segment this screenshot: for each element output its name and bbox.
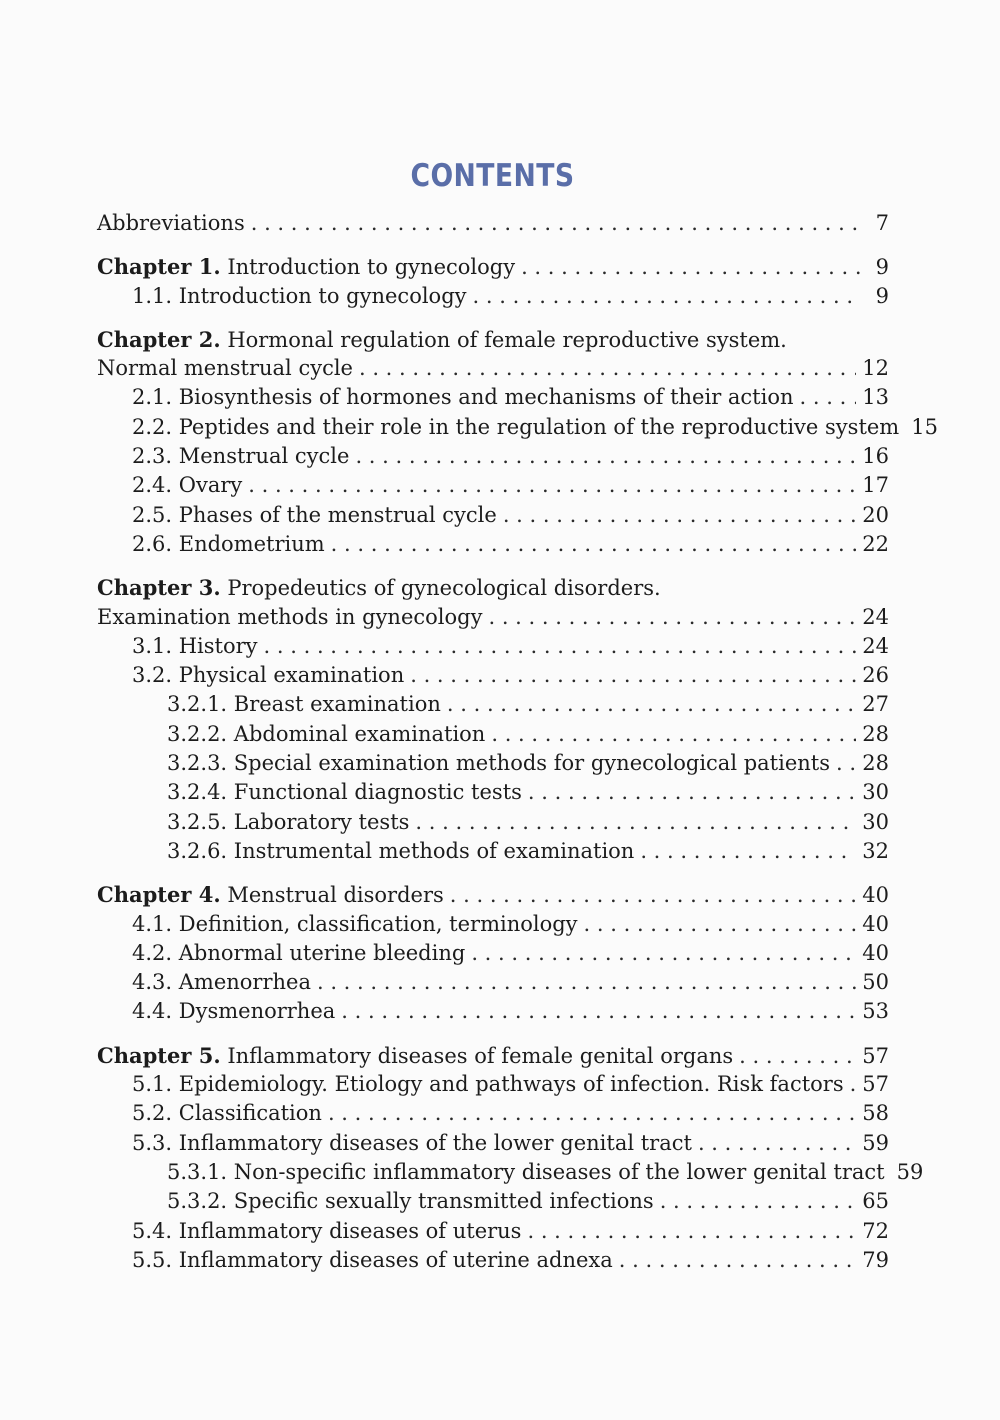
page-number: 57 (862, 1072, 889, 1097)
chapter-title: Introduction to gynecology (220, 255, 516, 280)
toc-entry-text: 5.3.2. Specific sexually transmitted infections (167, 1189, 654, 1214)
page-number: 72 (862, 1218, 889, 1243)
toc-entry[interactable] (97, 209, 889, 238)
toc-entry[interactable] (97, 1099, 889, 1128)
chapter-label: Chapter 3. (97, 575, 221, 601)
page-number: 53 (862, 999, 889, 1024)
toc-entry-text: Normal menstrual cycle (97, 356, 353, 381)
dot-leader (471, 939, 856, 968)
dot-leader (527, 1217, 856, 1246)
page-number: 58 (862, 1101, 889, 1126)
toc-entry-text: 5.3. Inflammatory diseases of the lower genital tract (132, 1130, 692, 1155)
chapter-title: Hormonal regulation of female reproductive system. (220, 327, 787, 352)
toc-entry[interactable] (97, 1158, 924, 1187)
toc-entry[interactable] (97, 910, 889, 939)
page-number: 28 (862, 721, 889, 746)
toc-entry-text: 5.2. Classification (132, 1101, 322, 1126)
toc-entry-text: 3.1. History (132, 633, 258, 658)
chapter-label: Chapter 1. (97, 254, 221, 280)
toc-entry-text: 2.1. Biosynthesis of hormones and mechanisms of their action (132, 385, 794, 410)
dot-leader (328, 1099, 856, 1128)
dot-leader (698, 1129, 856, 1158)
page-number: 40 (862, 940, 889, 965)
dot-leader (473, 282, 861, 311)
dot-leader (739, 1042, 856, 1071)
dot-leader (488, 603, 856, 632)
page-number: 40 (862, 883, 889, 908)
dot-leader (800, 383, 857, 412)
toc-entry-text: 3.2.4. Functional diagnostic tests (167, 780, 522, 805)
page-number: 30 (862, 780, 889, 805)
toc-entry[interactable] (97, 968, 889, 997)
dot-leader (450, 881, 857, 910)
dot-leader (341, 997, 856, 1026)
chapter-label: Chapter 4. (97, 882, 221, 908)
chapter-title: Propedeutics of gynecological disorders. (220, 576, 661, 601)
toc-entry-text: Examination methods in gynecology (97, 604, 483, 629)
toc-entry-text: 2.2. Peptides and their role in the regulation of the reproductive system (132, 414, 900, 439)
toc-entry[interactable] (97, 1246, 889, 1275)
toc-entry[interactable] (97, 837, 889, 866)
chapter-title: Inflammatory diseases of female genital organs (220, 1043, 734, 1068)
page-number: 20 (862, 502, 889, 527)
toc-entry-text: 3.2.3. Special examination methods for gynecological patients (167, 751, 831, 776)
toc-entry[interactable] (97, 749, 889, 778)
page-number: 28 (862, 751, 889, 776)
toc-entry[interactable] (97, 471, 889, 500)
toc-entry-text: 3.2.6. Instrumental methods of examination (167, 838, 635, 863)
dot-leader (264, 632, 857, 661)
dot-leader (584, 910, 857, 939)
toc-entry[interactable] (97, 354, 889, 383)
page-number: 12 (862, 356, 889, 381)
toc-entry-text: 2.6. Endometrium (132, 531, 325, 556)
chapter-title: Menstrual disorders (220, 883, 444, 908)
toc-chapter[interactable] (97, 880, 889, 909)
page-number: 13 (862, 385, 889, 410)
toc-entry[interactable] (97, 1217, 889, 1246)
page-number: 50 (862, 970, 889, 995)
toc-entry-text: 4.3. Amenorrhea (132, 970, 311, 995)
toc-entry-text: 2.3. Menstrual cycle (132, 444, 350, 469)
page-number: 79 (862, 1247, 889, 1272)
dot-leader (503, 501, 856, 530)
toc-entry[interactable] (97, 501, 889, 530)
toc-entry[interactable] (97, 720, 889, 749)
dot-leader (528, 778, 856, 807)
page-number: 16 (862, 444, 889, 469)
toc-entry-text: 3.2.2. Abdominal examination (167, 721, 486, 746)
toc-entry-text: 1.1. Introduction to gynecology (132, 283, 467, 308)
toc-entry-text: 5.5. Inflammatory diseases of uterine adnexa (132, 1247, 613, 1272)
page-title: CONTENTS (410, 158, 575, 194)
toc-chapter[interactable] (97, 573, 889, 602)
dot-leader (521, 253, 861, 282)
toc-entry-text (97, 325, 787, 355)
toc-entry-text: 5.3.1. Non-specific inflammatory diseases of the lower genital tract (167, 1159, 885, 1184)
page-number: 24 (862, 604, 889, 629)
toc-entry[interactable] (97, 997, 889, 1026)
page-number: 30 (862, 809, 889, 834)
toc-entry[interactable] (97, 808, 889, 837)
dot-leader (359, 354, 856, 383)
toc-entry[interactable] (97, 632, 889, 661)
page-number: 7 (875, 211, 889, 235)
toc-entry-text: 5.4. Inflammatory diseases of uterus (132, 1218, 522, 1243)
toc-entry[interactable] (97, 603, 889, 632)
table-of-contents (97, 209, 938, 1275)
toc-entry-text: 2.5. Phases of the menstrual cycle (132, 502, 497, 527)
toc-entry[interactable] (97, 1187, 889, 1216)
dot-leader (491, 720, 856, 749)
toc-entry-text: 3.2. Physical examination (132, 663, 405, 688)
toc-entry[interactable] (97, 530, 889, 559)
dot-leader (619, 1246, 856, 1275)
page-number: 57 (862, 1043, 889, 1068)
toc-entry-text (97, 880, 444, 910)
dot-leader (355, 442, 856, 471)
dot-leader (660, 1187, 857, 1216)
toc-entry[interactable] (97, 1070, 889, 1099)
toc-entry-text: 4.1. Definition, classification, terminology (132, 911, 578, 936)
dot-leader (317, 968, 856, 997)
dot-leader (248, 471, 856, 500)
toc-chapter[interactable] (97, 1041, 889, 1070)
toc-entry[interactable] (97, 778, 889, 807)
page-number: 9 (875, 255, 889, 280)
toc-entry-text: Abbreviations (97, 211, 245, 235)
toc-entry-text: 5.1. Epidemiology. Etiology and pathways of infection. Risk factors (132, 1072, 844, 1097)
dot-leader (251, 209, 861, 238)
page-number: 26 (862, 663, 889, 688)
toc-entry[interactable] (97, 442, 889, 471)
page-number: 65 (862, 1189, 889, 1214)
toc-chapter[interactable] (97, 325, 889, 354)
chapter-label: Chapter 2. (97, 326, 221, 352)
toc-entry[interactable] (97, 690, 889, 719)
dot-leader (447, 690, 856, 719)
toc-entry-text: 3.2.5. Laboratory tests (167, 809, 410, 834)
toc-entry-text: 4.4. Dysmenorrhea (132, 999, 336, 1024)
toc-entry[interactable] (97, 1129, 889, 1158)
toc-entry-text: 2.4. Ovary (132, 473, 243, 498)
page-number: 9 (875, 283, 889, 308)
toc-entry-text: 3.2.1. Breast examination (167, 692, 441, 717)
page-number: 32 (862, 838, 889, 863)
toc-entry[interactable] (97, 413, 938, 442)
toc-entry[interactable] (97, 939, 889, 968)
dot-leader (331, 530, 857, 559)
toc-entry-text (97, 573, 661, 603)
dot-leader (415, 808, 856, 837)
toc-entry-text (97, 1041, 733, 1071)
toc-entry[interactable] (97, 282, 889, 311)
toc-chapter[interactable] (97, 252, 889, 281)
toc-entry[interactable] (97, 383, 889, 412)
page-number: 59 (896, 1159, 924, 1184)
page-number: 40 (862, 911, 889, 936)
dot-leader (836, 749, 856, 778)
dot-leader (640, 837, 856, 866)
page-number: 22 (862, 531, 889, 556)
page-number: 15 (911, 414, 938, 439)
toc-entry-text (97, 252, 515, 282)
dot-leader (410, 661, 856, 690)
page-number: 59 (862, 1130, 889, 1155)
page-number: 17 (862, 473, 889, 498)
toc-entry-text: 4.2. Abnormal uterine bleeding (132, 940, 466, 965)
chapter-label: Chapter 5. (97, 1042, 221, 1068)
page-number: 27 (862, 692, 889, 717)
dot-leader (850, 1070, 857, 1099)
page-number: 24 (862, 633, 889, 658)
toc-entry[interactable] (97, 661, 889, 690)
